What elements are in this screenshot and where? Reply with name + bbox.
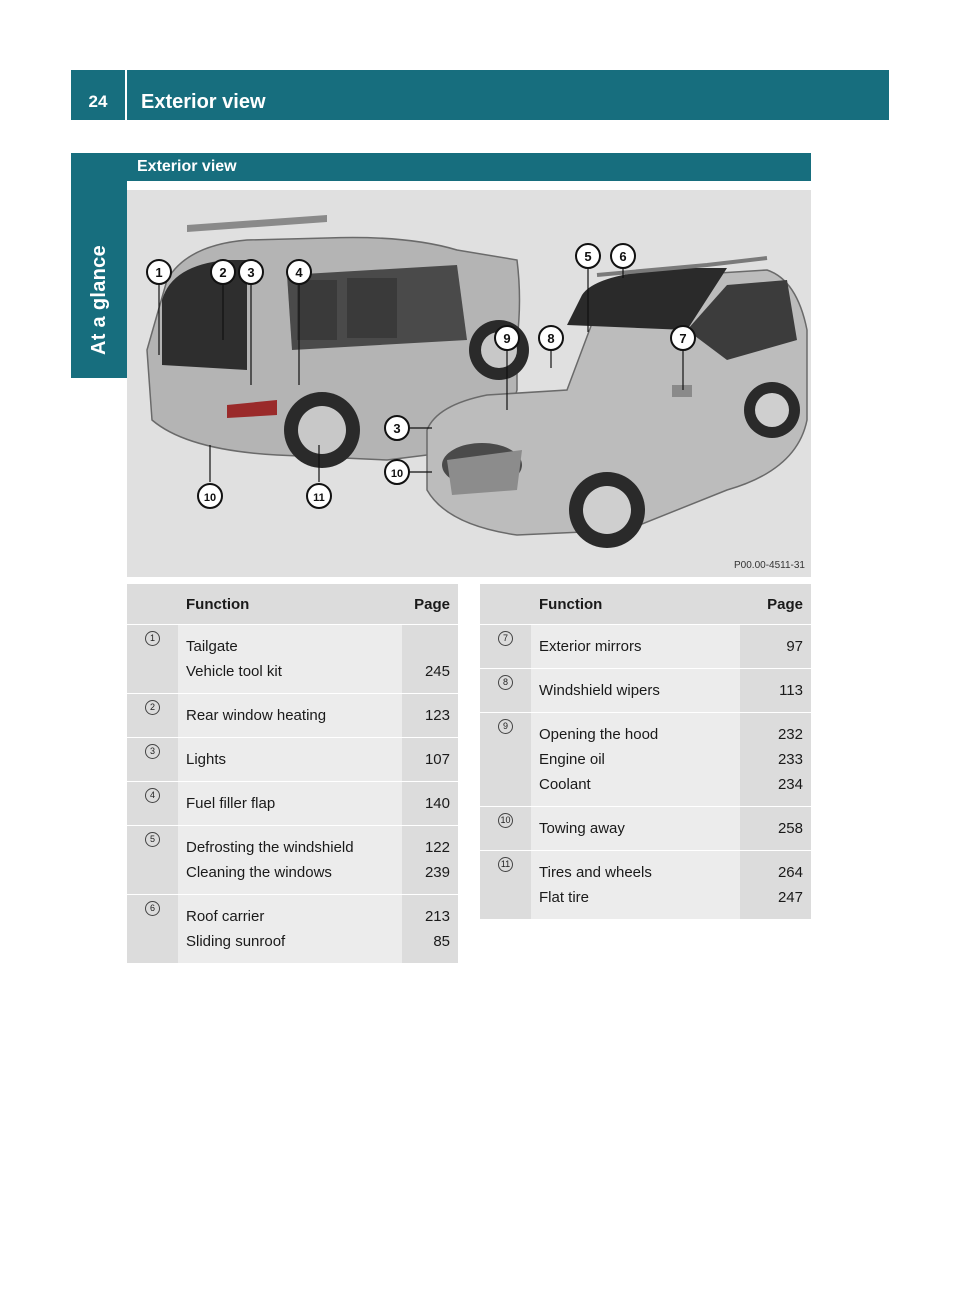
callout-label-2: 2 — [219, 265, 227, 280]
page-cell: 247 — [740, 885, 811, 910]
function-cell: Sliding sunroof — [178, 929, 402, 954]
function-cell: Coolant — [531, 772, 740, 797]
function-cell: Windshield wipers — [531, 678, 740, 703]
item-number — [480, 669, 531, 712]
page-cell: 113 — [740, 678, 811, 703]
page-cell: 97 — [740, 634, 811, 659]
function-table-right — [480, 584, 811, 919]
item-number-circle: 6 — [145, 901, 160, 916]
col-header-function: Function — [531, 584, 740, 624]
callout-label-4: 4 — [295, 265, 303, 280]
function-cell: Lights — [178, 747, 402, 772]
function-cell: Fuel filler flap — [178, 791, 402, 816]
item-number — [127, 694, 178, 737]
function-cell: Vehicle tool kit — [178, 659, 402, 684]
col-header-function: Function — [178, 584, 402, 624]
page-cell — [402, 634, 458, 659]
callout-label-9: 9 — [503, 331, 511, 346]
callout-label-10: 10 — [390, 468, 404, 480]
function-cell: Tires and wheels — [531, 860, 740, 885]
figure-code: P00.00-4511-31 — [734, 560, 805, 571]
item-number-circle: 7 — [498, 631, 513, 646]
vehicle-illustration — [127, 190, 811, 577]
side-tab-label-wrap — [71, 195, 127, 355]
vehicle-figure — [127, 190, 811, 577]
function-cell: Cleaning the windows — [178, 860, 402, 885]
function-cell: Rear window heating — [178, 703, 402, 728]
page-cell: 107 — [402, 747, 458, 772]
header-title: Exterior view — [141, 90, 266, 113]
function-cell: Roof carrier — [178, 904, 402, 929]
col-header-num — [127, 584, 178, 624]
page-header — [71, 70, 889, 120]
page-cell: 232 — [740, 722, 811, 747]
page-cell: 233 — [740, 747, 811, 772]
page-number: 24 — [71, 70, 127, 120]
item-number-circle: 5 — [145, 832, 160, 847]
col-header-page: Page — [402, 584, 458, 624]
item-number — [127, 782, 178, 825]
page-cell: 140 — [402, 791, 458, 816]
col-header-num — [480, 584, 531, 624]
item-number — [127, 625, 178, 693]
callout-label-1: 1 — [155, 265, 163, 280]
page-cell: 245 — [402, 659, 458, 684]
function-cell: Tailgate — [178, 634, 402, 659]
callout-label-11: 11 — [313, 492, 325, 504]
item-number — [127, 826, 178, 894]
item-number-circle: 4 — [145, 788, 160, 803]
callout-label-5: 5 — [584, 249, 592, 264]
page-cell: 122 — [402, 835, 458, 860]
function-cell: Engine oil — [531, 747, 740, 772]
item-number — [480, 851, 531, 919]
callout-label-6: 6 — [619, 249, 627, 264]
callout-label-7: 7 — [679, 331, 687, 346]
function-cell: Opening the hood — [531, 722, 740, 747]
item-number-circle: 10 — [498, 813, 513, 828]
page-cell: 239 — [402, 860, 458, 885]
function-cell: Defrosting the windshield — [178, 835, 402, 860]
callout-label-3: 3 — [247, 265, 255, 280]
page-cell: 85 — [402, 929, 458, 954]
item-number — [127, 895, 178, 963]
function-table-left — [127, 584, 458, 963]
item-number-circle: 1 — [145, 631, 160, 646]
item-number-circle: 11 — [498, 857, 513, 872]
page-cell: 264 — [740, 860, 811, 885]
item-number-circle: 8 — [498, 675, 513, 690]
col-header-page: Page — [740, 584, 811, 624]
page-cell: 213 — [402, 904, 458, 929]
callout-label-10: 10 — [203, 492, 217, 504]
page-cell: 234 — [740, 772, 811, 797]
item-number — [480, 625, 531, 668]
function-cell: Exterior mirrors — [531, 634, 740, 659]
item-number-circle: 2 — [145, 700, 160, 715]
item-number-circle: 3 — [145, 744, 160, 759]
side-tab-label: At a glance — [87, 245, 110, 355]
item-number — [127, 738, 178, 781]
page-cell: 258 — [740, 816, 811, 841]
page-cell: 123 — [402, 703, 458, 728]
item-number — [480, 807, 531, 850]
item-number-circle: 9 — [498, 719, 513, 734]
function-cell: Towing away — [531, 816, 740, 841]
callout-label-3: 3 — [393, 421, 401, 436]
function-cell: Flat tire — [531, 885, 740, 910]
item-number — [480, 713, 531, 806]
callout-label-8: 8 — [547, 331, 555, 346]
section-title: Exterior view — [127, 153, 811, 181]
